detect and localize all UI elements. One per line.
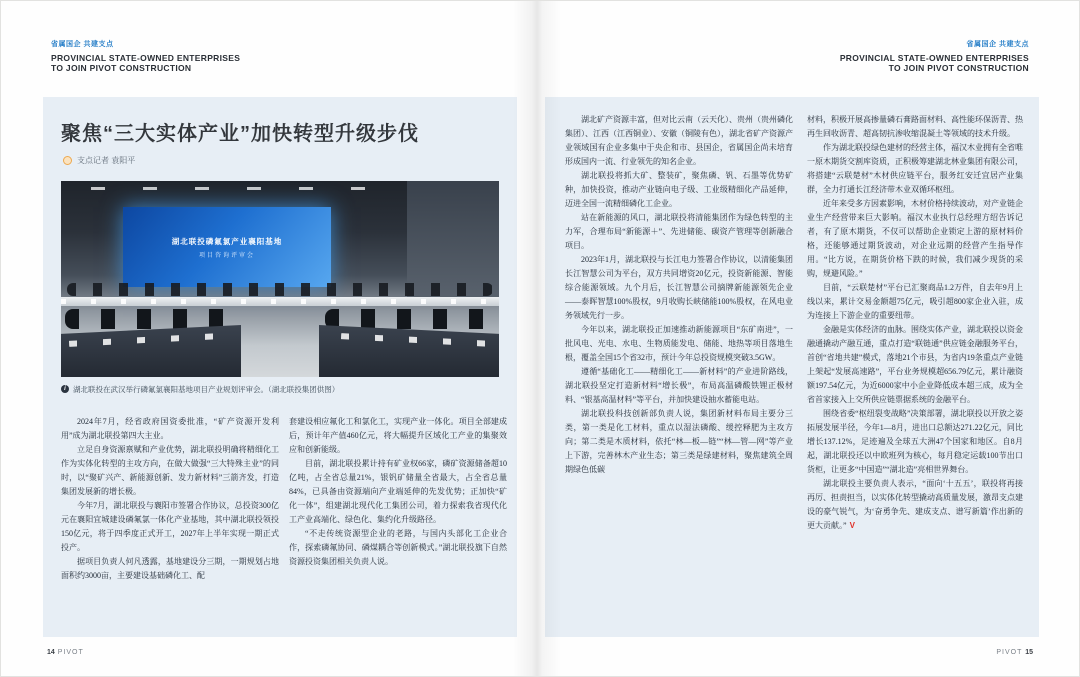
screen-title-line2: 项目咨询评审会	[198, 252, 255, 259]
body-paragraph: 围绕省委“枢纽裂变战略”决策部署，湖北联投以开放之姿拓展发展半径，今年1—8月，进出口总额达271.22亿元，同比增长137.12%，足迹遍及全球五大洲47个国家和地区。自8月起，湖北联投还以中欧班列为核心，每月稳定运载100节出口货柜，让更多“中国造”“湖北造”亮相世界舞台。	[807, 409, 1023, 474]
caption-text: 湖北联投在武汉举行磷氟氯襄阳基地项目产业规划评审会。（湖北联投集团供图）	[73, 385, 340, 394]
photo-caption	[61, 385, 499, 395]
left-page-column-2	[289, 415, 507, 641]
attendees-left-row	[65, 309, 235, 329]
article-title: 聚焦“三大实体产业”加快转型升级步伐	[61, 123, 419, 145]
body-paragraph: 据项目负责人何凡透露，基地建设分三期，一期规划占地面积约3000亩，主要建设基础磷化工、配	[61, 557, 279, 580]
body-paragraph: 材料，积极开展高掺量磷石膏路面材料、高性能环保沥青、热再生回收沥青、超高韧抗渗收缩混凝土等领域的技术升级。	[807, 115, 1023, 138]
attendees-right-row	[325, 309, 495, 329]
body-paragraph: 湖北联投将抓大矿、整装矿，聚焦磷、钒、石墨等优势矿种，加快投资，推动产业链向电子级、工业级精细化产品延伸，迈进全国一流精细磷化工企业。	[565, 171, 793, 208]
photo-wall	[407, 181, 499, 299]
right-page-header	[840, 41, 1029, 74]
presentation-screen	[123, 207, 331, 287]
right-page-footer	[996, 649, 1033, 656]
closing-paragraph	[807, 477, 1023, 533]
body-paragraph: “不走传统资源型企业的老路，与国内头部化工企业合作，探索磷氟协同、磷煤耦合等创新模式。”湖北联投旗下自然资源投资集团相关负责人说。	[289, 529, 507, 566]
ceiling-lights	[91, 187, 391, 190]
table-papers	[61, 299, 499, 304]
header-english-line1: PROVINCIAL STATE-OWNED ENTERPRISES	[839, 52, 1029, 63]
page-number: 15	[1025, 649, 1033, 656]
left-page-header	[51, 41, 240, 74]
left-page-footer	[47, 649, 84, 656]
body-paragraph: 遵循“基础化工——精细化工——新材料”的产业进阶路线，湖北联投坚定打造新材料“增长极”，布局高温磷酸铁锂正极材料、“银基高温材料”等平台，并加快建设抽水蓄能电站。	[565, 367, 793, 404]
body-paragraph: 作为湖北联投绿色建材的经营主体，福汉木业拥有全省唯一原木期货交割库资质，正积极筹建湖北林业集团有限公司，将搭建“云联楚材”木材供应链平台，服务红安迁宜居产业集群，全力打通长江经济带木业双循环枢纽。	[807, 143, 1023, 194]
right-page-panel	[545, 97, 1039, 637]
body-paragraph: 2023年1月，湖北联投与长江电力签署合作协议，以清能集团长江智慧公司为平台，双方共同增资20亿元，投资新能源、智能综合能源领域。九个月后，长江智慧公司摘牌新能源领先企业——泰晖智慧100%股权，9月收购长峡储能100%股权，在风电业务领域先行一步。	[565, 255, 793, 320]
caption-info-icon: i	[61, 385, 69, 393]
screen-title-line1: 湖北联投磷氟氯产业襄阳基地	[171, 236, 283, 246]
body-paragraph: 金融是实体经济的血脉。围绕实体产业，湖北联投以资金融通撬动产融互通，重点打造“联链通”供应链金融服务平台，首创“省地共建”模式，落地21个市县，为省内19条重点产业链上架起“发展高速路”，平台业务规模超656.79亿元，累计融资额197.54亿元，为近6000家中小企业降低成本超三成，成为全省首家接入上交所供应链票据系统的金融平台。	[807, 325, 1023, 404]
header-english-line2: TO JOIN PIVOT CONSTRUCTION	[51, 63, 192, 74]
body-paragraph: 2024年7月，经省政府国资委批准，“矿产资源开发利用”成为湖北联投第四大主业。	[61, 417, 279, 440]
body-paragraph: 湖北联投科技创新部负责人说，集团新材料布局主要分三类，第一类是化工材料，重点以湿法磷酸、缓控释肥为主攻方向；第二类是木质材料，依托“林—板—链”“林—管—网”等产业上下游，完善林木产业生态；第三类是绿建材料，聚焦建筑全周期绿色低碳	[565, 409, 793, 474]
right-page-column-1	[565, 113, 793, 621]
body-paragraph: 湖北联投主要负责人表示，“面向‘十五五’，联投将再接再厉、担责担当，以实体化转型撬动高质量发展，激昂支点建设的豪气锐气，为‘奋勇争先、建成支点、谱写新篇’作出新的更大贡献。”	[807, 479, 1023, 530]
body-paragraph: 目前，“云联楚材”平台已汇聚商品1.2万件，自去年9月上线以来，累计交易金额超75亿元，吸引超800家企业入驻，成为连接上下游企业的重要纽带。	[807, 283, 1023, 320]
header-kicker: 省属国企 共建支点	[51, 41, 114, 48]
magazine-name: PIVOT	[57, 649, 84, 656]
body-paragraph: 目前，湖北联投累计持有矿业权66家，磷矿资源储备超10亿吨，占全省总量21%，银钒矿储量全省最大，占全省总量84%，已具备由资源端向产业端延伸的先发优势；正加快“矿化一体”，组建湖北现代化工集团公司，着力探索我省现代化工产业高端化、绿色化、集约化升级路径。	[289, 459, 507, 524]
header-english-line1: PROVINCIAL STATE-OWNED ENTERPRISES	[51, 52, 241, 63]
body-paragraph: 近年来受多方因素影响，木材价格持续波动，对产业链企业生产经营带来巨大影响。福汉木业执行总经理方绍告诉记者，有了原木期货，不仅可以帮助企业锁定上游的原材料价格，还能够通过期货波动，对企业远期的经营产生指导作用。“比方说，在期货价格下跌的时候，我们减少现货的采购，规避风险。”	[807, 199, 1023, 278]
header-english-line2: TO JOIN PIVOT CONSTRUCTION	[888, 63, 1029, 74]
article-end-mark: V	[849, 521, 855, 530]
left-page-panel	[43, 97, 517, 637]
conference-photo	[61, 181, 499, 377]
byline-text: 支点记者 袁阳平	[77, 156, 136, 165]
header-kicker: 省属国企 共建支点	[966, 41, 1029, 48]
byline	[63, 155, 135, 166]
right-page-column-2	[807, 113, 1023, 621]
left-page-column-1	[61, 415, 279, 641]
body-paragraph: 今年7月，湖北联投与襄阳市签署合作协议，总投资300亿元在襄阳宜城建设磷氟氯一体化产业基地，其中湖北联投领投150亿元，将于四季度正式开工，2027年上半年实现一期正式投产。	[61, 501, 279, 552]
body-paragraph: 湖北矿产资源丰富，但对比云南（云天化）、贵州（贵州磷化集团）、江西（江西铜业）、安徽（铜陵有色），湖北省矿产资源产业领域国有企业多集中于央企和市、县国企，省属国企尚未培育形成国内一流、行业领先的知名企业。	[565, 115, 793, 166]
attendees-back-row	[67, 283, 493, 296]
body-paragraph: 套建设相应氟化工和氯化工，实现产业一体化。项目全部建成后，预计年产值460亿元，将大幅提升区域化工产业的集聚效应和创新能级。	[289, 417, 507, 454]
body-paragraph: 站在新能源的风口，湖北联投将清能集团作为绿色转型的主力军，合理布局“新能源＋”、先进储能、碳资产管理等创新融合项目。	[565, 213, 793, 250]
magazine-name: PIVOT	[996, 649, 1023, 656]
reporter-badge-icon	[63, 156, 72, 165]
body-paragraph: 今年以来，湖北联投正加速推动新能源项目“东矿南进”，一批风电、光电、水电、生物质能发电、储能、地热等项目落地生根，覆盖全国15个省32市，预计今年总投资规模突破3.5GW。	[565, 325, 793, 362]
body-paragraph: 立足自身资源禀赋和产业优势，湖北联投明确将精细化工作为实体化转型的主攻方向，在做大做强“三大特殊主业”的同时，以“聚矿兴产、新能源创新、发力新材料”三箭齐发，打造集团发展新的增长极。	[61, 445, 279, 496]
page-number: 14	[47, 649, 55, 656]
